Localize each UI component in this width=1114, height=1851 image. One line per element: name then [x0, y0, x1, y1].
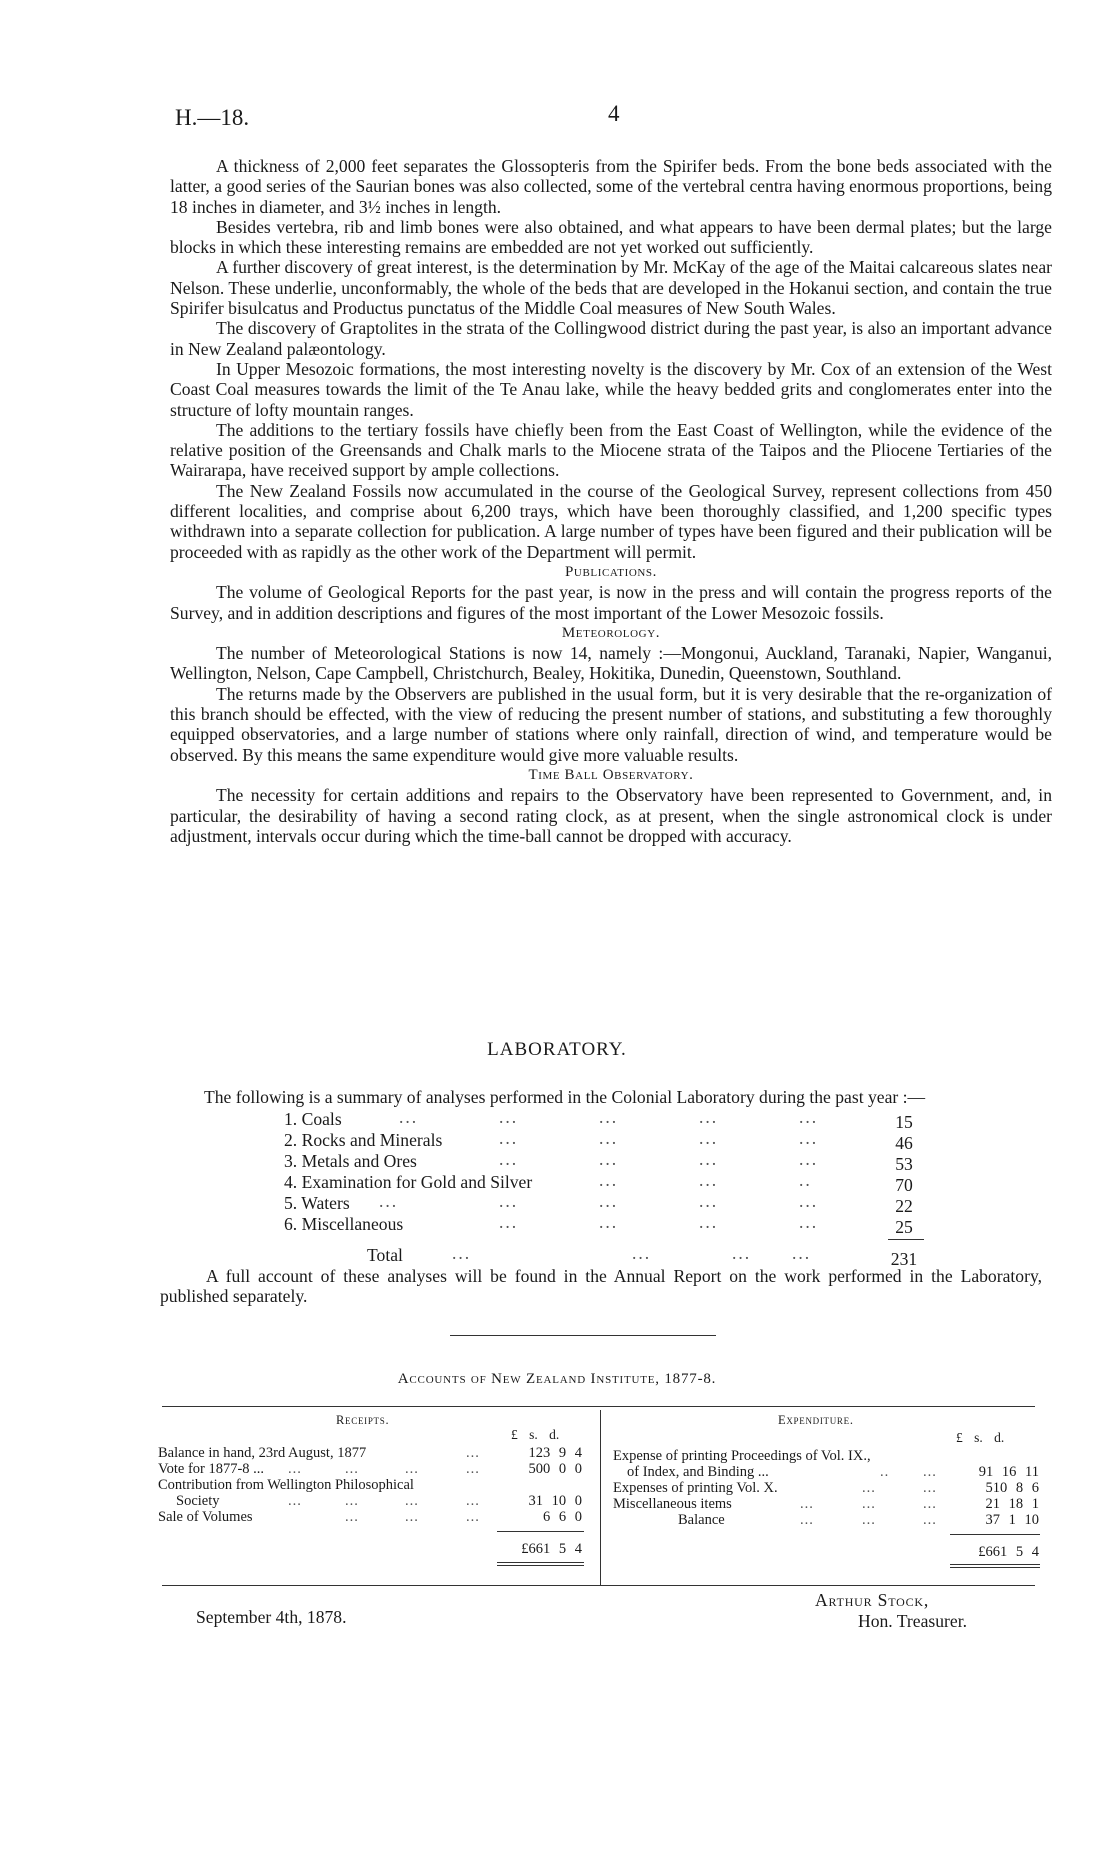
expenditure-amount: 21 18 1 [985, 1496, 1039, 1512]
leader-dots: ... [699, 1212, 719, 1232]
leader-dots: ... [405, 1461, 419, 1477]
paragraph: A thickness of 2,000 feet separates the Glossopteris from the Spirifer beds. From the bone beds associated with the latter, a good series of the Saurian bones was also collected, some of the vertebral centra having enormous proportions, being 18 inches in diameter, and 3½ inches in length. [170, 156, 1052, 217]
leader-dots: ... [599, 1128, 619, 1148]
analysis-row [284, 1107, 924, 1132]
leader-dots: ... [499, 1107, 519, 1127]
leader-dots: ... [632, 1243, 652, 1263]
time-ball-paragraph: The necessity for certain additions and repairs to the Observatory have been represented to Government, and, in particular, the desirability of having a second rating clock, as at present, when the single astronomical clock is under adjustment, intervals occur during which the time-ball cannot be dropped with accuracy. [170, 785, 1052, 846]
accounts-title: Accounts of New Zealand Institute, 1877-8. [397, 1371, 717, 1387]
expenditure-amount: 510 8 6 [985, 1480, 1039, 1496]
paragraph: The New Zealand Fossils now accumulated in the course of the Geological Survey, represent collections from 450 different localities, and comprise about 6,200 trays, which have been thoroughly classified, and 1,200 specific types withdrawn into a separate collection for publication. A large number of types have been figured and their publication will be proceeded with as rapidly as the other work of the Department will permit. [170, 480, 1052, 562]
paragraph: A further discovery of great interest, is the determination by Mr. McKay of the age of the Maitai calcareous slates near Nelson. These underlie, unconformably, the whole of the beds that are developed in the Hokanui section, and contain the true Spirifer bisulcatus and Productus punctatus of the Middle Coal measures of New South Wales. [170, 257, 1052, 319]
meteorology-heading: Meteorology. [561, 624, 661, 641]
analysis-count: 70 [895, 1175, 913, 1195]
receipt-label: Sale of Volumes [158, 1509, 253, 1525]
laboratory-note: A full account of these analyses will be found in the Annual Report on the work performed in the Laboratory, published separately. [160, 1266, 1042, 1307]
total-label: Total [367, 1245, 403, 1265]
receipt-amount: 31 10 0 [528, 1493, 582, 1509]
paragraph: The discovery of Graptolites in the strata of the Collingwood district during the past year, is also an important advance in New Zealand palæontology. [170, 318, 1052, 359]
receipts-currency-header: £ s. d. [511, 1427, 560, 1442]
receipt-label: Vote for 1877-8 ... [158, 1461, 265, 1477]
leader-dots: ... [799, 1128, 819, 1148]
signature-title: Hon. Treasurer. [858, 1611, 967, 1631]
receipt-amount: 6 6 0 [543, 1509, 582, 1525]
expenditure-total-rule [950, 1564, 1040, 1565]
body-text [170, 156, 1052, 846]
leader-dots: ... [923, 1480, 937, 1496]
analysis-label: 2. Rocks and Minerals [284, 1130, 443, 1150]
analysis-count: 25 [895, 1217, 913, 1237]
section-divider [450, 1335, 716, 1336]
leader-dots: ... [799, 1212, 819, 1232]
expenditure-label: Miscellaneous items [613, 1496, 732, 1512]
analysis-label: 3. Metals and Ores [284, 1151, 417, 1171]
leader-dots: ... [799, 1107, 819, 1127]
paragraph: The additions to the tertiary fossils have chiefly been from the East Coast of Wellington, while the evidence of the relative position of the Greensands and Chalk marls to the Miocene strata of the Taipos and the Pliocene Tertiaries of the Wairarapa, have received support by ample collections. [170, 419, 1052, 481]
analysis-row [284, 1128, 924, 1153]
expenditure-total-rule [950, 1567, 1040, 1568]
leader-dots: ... [345, 1493, 359, 1509]
expenditure-currency-header: £ s. d. [956, 1430, 1005, 1445]
leader-dots: ... [379, 1191, 399, 1211]
leader-dots: ... [466, 1493, 480, 1509]
leader-dots: ... [799, 1191, 819, 1211]
leader-dots: ... [599, 1170, 619, 1190]
analysis-count: 15 [895, 1112, 913, 1132]
expenditure-label: Expense of printing Proceedings of Vol. IX., [613, 1448, 871, 1464]
table-top-rule [162, 1406, 1035, 1407]
leader-dots: ... [800, 1496, 814, 1512]
total-row [367, 1243, 927, 1269]
signature-name: Arthur Stock, [815, 1590, 930, 1610]
analysis-row [284, 1191, 924, 1216]
publications-paragraph: The volume of Geological Reports for the past year, is now in the press and will contain the progress reports of the Survey, and in addition descriptions and figures of the most important of the Lower Mesozoic fossils. [170, 582, 1052, 623]
leader-dots: ... [799, 1149, 819, 1169]
leader-dots: ... [599, 1107, 619, 1127]
receipts-total-rule [497, 1562, 584, 1563]
leader-dots: ... [862, 1512, 876, 1528]
leader-dots: ... [862, 1480, 876, 1496]
leader-dots: ... [862, 1496, 876, 1512]
document-reference: H.—18. [175, 105, 250, 130]
meteorology-paragraph: The number of Meteorological Stations is now 14, namely :—Mongonui, Auckland, Taranaki, Napier, Wanganui, Wellington, Nelson, Cape Campbell, Christchurch, Bealey, Hokitika, Dunedin, Queenstown, Southland. [170, 643, 1052, 684]
leader-dots: ... [452, 1243, 472, 1263]
leader-dots: ... [405, 1493, 419, 1509]
table-bottom-rule [162, 1585, 1035, 1586]
leader-dots: ... [288, 1461, 302, 1477]
analysis-label: 5. Waters [284, 1193, 350, 1213]
expenditure-label: Expenses of printing Vol. X. [613, 1480, 778, 1496]
leader-dots: ... [499, 1149, 519, 1169]
analysis-row [284, 1149, 924, 1174]
page-number: 4 [608, 101, 620, 126]
receipts-sum-rule [497, 1531, 584, 1532]
leader-dots: ... [923, 1512, 937, 1528]
analysis-count: 22 [895, 1196, 913, 1216]
receipt-amount: 500 0 0 [528, 1461, 582, 1477]
leader-dots: ... [499, 1191, 519, 1211]
leader-dots: .. [880, 1464, 890, 1480]
receipts-heading: Receipts. [336, 1413, 390, 1427]
leader-dots: ... [732, 1243, 752, 1263]
receipt-amount: 123 9 4 [528, 1445, 582, 1461]
expenditure-sum-rule [950, 1534, 1040, 1535]
leader-dots: ... [792, 1243, 812, 1263]
receipts-total: £661 5 4 [521, 1541, 582, 1557]
leader-dots: ... [466, 1445, 480, 1461]
receipt-label: Balance in hand, 23rd August, 1877 [158, 1445, 367, 1461]
expenditure-heading: Expenditure. [778, 1413, 854, 1427]
leader-dots: ... [405, 1509, 419, 1525]
leader-dots: ... [399, 1107, 419, 1127]
laboratory-title: LABORATORY. [487, 1039, 627, 1060]
total-rule [888, 1239, 924, 1240]
expenditure-label: Balance [678, 1512, 725, 1528]
leader-dots: ... [923, 1496, 937, 1512]
analysis-label: 6. Miscellaneous [284, 1214, 404, 1234]
leader-dots: ... [288, 1493, 302, 1509]
leader-dots: ... [599, 1212, 619, 1232]
leader-dots: ... [699, 1191, 719, 1211]
total-value: 231 [890, 1249, 918, 1269]
analysis-row [284, 1170, 924, 1195]
expenditure-amount: 91 16 11 [978, 1464, 1039, 1480]
leader-dots: ... [466, 1461, 480, 1477]
laboratory-intro: The following is a summary of analyses performed in the Colonial Laboratory during the past year :— [204, 1087, 926, 1107]
meteorology-paragraph: The returns made by the Observers are published in the usual form, but it is very desirable that the re-organization of this branch should be effected, with the view of reducing the present number of stations, and substituting a few thoroughly equipped observatories, and a large number of stations where only rainfall, direction of wind, and temperature would be observed. By this means the same expenditure would give more valuable results. [170, 683, 1052, 765]
leader-dots: ... [499, 1212, 519, 1232]
leader-dots: ... [599, 1149, 619, 1169]
paragraph: In Upper Mesozoic formations, the most interesting novelty is the discovery by Mr. Cox of an extension of the West Coast Coal measures towards the limit of the Te Anau lake, while the heavy bedded grits and conglomerates enter into the structure of lofty mountain ranges. [170, 358, 1052, 420]
signature-date: September 4th, 1878. [196, 1607, 347, 1627]
leader-dots: ... [699, 1128, 719, 1148]
expenditure-label: of Index, and Binding ... [627, 1464, 769, 1480]
leader-dots: ... [466, 1509, 480, 1525]
time-ball-heading: Time Ball Observatory. [528, 766, 694, 783]
analysis-count: 53 [895, 1154, 913, 1174]
leader-dots: ... [800, 1512, 814, 1528]
leader-dots: ... [699, 1170, 719, 1190]
leader-dots: ... [599, 1191, 619, 1211]
receipts-total-rule [497, 1565, 584, 1566]
expenditure-amount: 37 1 10 [985, 1512, 1039, 1528]
leader-dots: ... [699, 1149, 719, 1169]
leader-dots: .. [799, 1170, 812, 1190]
analysis-row [284, 1212, 924, 1237]
leader-dots: ... [499, 1128, 519, 1148]
leader-dots: ... [345, 1509, 359, 1525]
receipt-label: Society [176, 1493, 220, 1509]
analysis-count: 46 [895, 1133, 913, 1153]
column-divider [600, 1410, 601, 1585]
paragraph: Besides vertebra, rib and limb bones were also obtained, and what appears to have been dermal plates; but the large blocks in which these interesting remains are embedded are not yet worked out sufficiently. [170, 216, 1052, 258]
analysis-label: 1. Coals [284, 1109, 342, 1129]
leader-dots: ... [699, 1107, 719, 1127]
leader-dots: ... [345, 1461, 359, 1477]
receipt-label: Contribution from Wellington Philosophical [158, 1477, 414, 1493]
leader-dots: ... [923, 1464, 937, 1480]
expenditure-total: £661 5 4 [978, 1544, 1039, 1560]
publications-heading: Publications. [564, 563, 657, 580]
analysis-label: 4. Examination for Gold and Silver [284, 1172, 533, 1192]
